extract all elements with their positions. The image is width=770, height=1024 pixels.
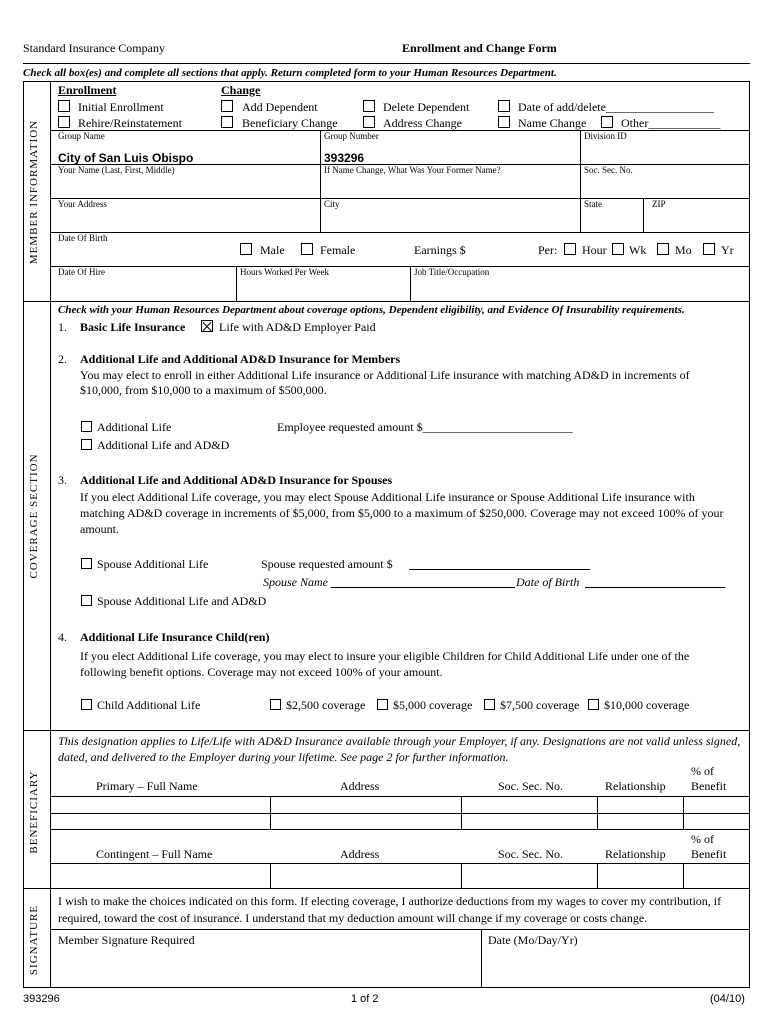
grid-line	[320, 130, 321, 164]
beneficiary-change-checkbox[interactable]	[221, 116, 233, 128]
grid-line	[580, 130, 581, 232]
grid-line	[597, 863, 598, 888]
form-title: Enrollment and Change Form	[402, 41, 557, 55]
beneficiary-change-label: Beneficiary Change	[242, 116, 338, 130]
division-id-label: Division ID	[584, 131, 627, 141]
name-change-label: Name Change	[518, 116, 587, 130]
company-name: Standard Insurance Company	[23, 41, 165, 55]
contingent-ssn-header: Soc. Sec. No.	[498, 847, 563, 861]
grid-line	[643, 198, 644, 232]
initial-enrollment-label: Initial Enrollment	[78, 100, 164, 114]
grid-line	[50, 796, 750, 797]
contingent-pct-header-1: % of	[691, 832, 714, 846]
signature-section-label: SIGNATURE	[28, 904, 40, 976]
female-label: Female	[320, 243, 356, 257]
s1-title: Basic Life Insurance	[80, 320, 186, 334]
month-checkbox[interactable]	[657, 243, 669, 255]
address-change-checkbox[interactable]	[363, 116, 375, 128]
former-name-label: If Name Change, What Was Your Former Name?	[324, 165, 501, 175]
delete-dependent-checkbox[interactable]	[363, 100, 375, 112]
ssn-label: Soc. Sec. No.	[584, 165, 633, 175]
spouse-additional-life-checkbox[interactable]	[81, 558, 92, 569]
grid-line	[50, 198, 750, 199]
grid-line	[410, 266, 411, 301]
date-add-delete-label: Date of add/delete__________________	[518, 100, 714, 114]
s3-text: If you elect Additional Life coverage, you may elect Spouse Additional Life insurance or Spouse Additional Life insurance with matching AD&D coverage in increments of $5,000, from $5,000 to a maximum of $250,000. Coverage may not exceed 100% of your amount.	[80, 490, 724, 536]
spouse-requested-amount: Spouse requested amount $	[261, 557, 393, 571]
earnings-label: Earnings $	[414, 243, 466, 257]
primary-name-header: Primary – Full Name	[96, 779, 198, 793]
grid-line	[50, 232, 750, 233]
name-change-checkbox[interactable]	[498, 116, 510, 128]
s2-number: 2.	[58, 352, 67, 366]
beneficiary-section-bottom	[23, 888, 750, 889]
address-change-label: Address Change	[383, 116, 462, 130]
hour-checkbox[interactable]	[564, 243, 576, 255]
male-checkbox[interactable]	[240, 243, 252, 255]
spouse-name-label: Spouse Name	[263, 575, 328, 589]
change-heading: Change	[221, 83, 261, 97]
s1-option: Life with AD&D Employer Paid	[219, 320, 376, 334]
date-add-delete-checkbox[interactable]	[498, 100, 510, 112]
male-label: Male	[260, 243, 285, 257]
instructions: Check all box(es) and complete all sections that apply. Return completed form to your Human Resources Department.	[23, 67, 557, 79]
primary-ssn-header: Soc. Sec. No.	[498, 779, 563, 793]
additional-life-add-checkbox[interactable]	[81, 439, 92, 450]
coverage-5000-label: $5,000 coverage	[393, 698, 473, 712]
s3-number: 3.	[58, 473, 67, 487]
state-label: State	[584, 199, 602, 209]
coverage-5000-checkbox[interactable]	[377, 699, 388, 710]
beneficiary-section-label: BENEFICIARY	[28, 770, 40, 854]
authorization-statement: I wish to make the choices indicated on this form. If electing coverage, I authorize deductions from my wages to cover my contribution, if required, toward the cost of insurance. I understand that my deduction amount will change if my coverage or costs change.	[58, 894, 722, 925]
address-label: Your Address	[58, 199, 107, 209]
grid-line	[270, 863, 271, 888]
spouse-additional-life-add-checkbox[interactable]	[81, 595, 92, 606]
primary-relationship-header: Relationship	[605, 779, 666, 793]
child-additional-life-checkbox[interactable]	[81, 699, 92, 710]
grid-line	[50, 863, 750, 864]
contingent-name-header: Contingent – Full Name	[96, 847, 213, 861]
rehire-label: Rehire/Reinstatement	[78, 116, 182, 130]
form-version: (04/10)	[710, 993, 745, 1005]
initial-enrollment-checkbox[interactable]	[58, 100, 70, 112]
section-label-divider	[50, 81, 51, 988]
week-checkbox[interactable]	[612, 243, 624, 255]
other-checkbox[interactable]	[601, 116, 613, 128]
coverage-2500-label: $2,500 coverage	[286, 698, 366, 712]
spouse-dob-label: Date of Birth	[516, 575, 580, 589]
dob-label: Date Of Birth	[58, 233, 108, 243]
group-number-value[interactable]: 393296	[324, 151, 365, 165]
doh-label: Date Of Hire	[58, 267, 105, 277]
date-label: Date (Mo/Day/Yr)	[488, 933, 578, 947]
hours-label: Hours Worked Per Week	[240, 267, 329, 277]
city-label: City	[324, 199, 340, 209]
grid-line	[683, 863, 684, 888]
grid-line	[461, 796, 462, 829]
s4-option: Child Additional Life	[97, 698, 201, 712]
year-checkbox[interactable]	[703, 243, 715, 255]
grid-line	[236, 266, 237, 301]
delete-dependent-label: Delete Dependent	[383, 100, 470, 114]
month-label: Mo	[675, 243, 692, 257]
other-label: Other____________	[621, 116, 721, 130]
week-label: Wk	[629, 243, 647, 257]
job-label: Job Title/Occupation	[414, 267, 490, 277]
member-section-label: MEMBER INFORMATION	[28, 119, 40, 265]
spouse-dob-field[interactable]	[585, 587, 725, 588]
grid-line	[461, 863, 462, 888]
your-name-label: Your Name (Last, First, Middle)	[58, 165, 175, 175]
primary-pct-header-2: Benefit	[691, 779, 727, 793]
s2-option-2: Additional Life and AD&D	[97, 438, 230, 452]
coverage-2500-checkbox[interactable]	[270, 699, 281, 710]
grid-line	[50, 266, 750, 267]
beneficiary-note: This designation applies to Life/Life with AD&D Insurance available through your Employer, if any. Designations are not valid unless signed, dated, and delivered to the Employer during your lifetime. See page 2 for further information.	[58, 734, 741, 764]
s4-text: If you elect Additional Life coverage, you may elect to insure your eligible Children for Child Additional Life under one of the following benefit options. Coverage may not exceed 100% of your amount.	[80, 649, 690, 679]
spouse-name-field[interactable]	[331, 587, 515, 588]
group-name-value[interactable]: City of San Luis Obispo	[58, 151, 194, 165]
female-checkbox[interactable]	[301, 243, 313, 255]
signature-label: Member Signature Required	[58, 933, 195, 947]
coverage-section-label: COVERAGE SECTION	[28, 453, 40, 579]
per-label: Per:	[538, 243, 558, 257]
primary-address-header: Address	[340, 779, 380, 793]
spouse-amount-field[interactable]	[409, 569, 590, 570]
coverage-10000-checkbox[interactable]	[588, 699, 599, 710]
s3-option-2: Spouse Additional Life and AD&D	[97, 594, 267, 608]
hour-label: Hour	[582, 243, 607, 257]
s2-title: Additional Life and Additional AD&D Insurance for Members	[80, 352, 401, 366]
s2-text: You may elect to enroll in either Additional Life insurance or Additional Life insurance with matching AD&D in increments of $10,000, from $10,000 to a maximum of $500,000.	[80, 368, 690, 397]
grid-line	[270, 796, 271, 829]
page-number: 1 of 2	[351, 993, 379, 1005]
coverage-section-bottom	[23, 730, 750, 731]
coverage-intro: Check with your Human Resources Department about coverage options, Dependent eligibility, and Evidence Of Insurability requirements.	[58, 304, 685, 316]
coverage-7500-label: $7,500 coverage	[500, 698, 580, 712]
contingent-address-header: Address	[340, 847, 380, 861]
s1-number: 1.	[58, 320, 67, 334]
employee-requested-amount[interactable]: Employee requested amount $_________________________	[277, 420, 573, 434]
grid-line	[320, 164, 321, 232]
coverage-7500-checkbox[interactable]	[484, 699, 495, 710]
enrollment-heading: Enrollment	[58, 83, 117, 97]
grid-line	[683, 796, 684, 829]
year-label: Yr	[721, 243, 734, 257]
additional-life-checkbox[interactable]	[81, 421, 92, 432]
contingent-pct-header-2: Benefit	[691, 847, 727, 861]
grid-line	[50, 929, 750, 930]
add-dependent-checkbox[interactable]	[221, 100, 233, 112]
add-dependent-label: Add Dependent	[242, 100, 318, 114]
header-divider	[23, 63, 750, 64]
zip-label: ZIP	[652, 199, 666, 209]
s3-title: Additional Life and Additional AD&D Insurance for Spouses	[80, 473, 393, 487]
footer-group-number: 393296	[23, 993, 60, 1005]
grid-line	[50, 813, 750, 814]
s4-number: 4.	[58, 630, 67, 644]
primary-pct-header-1: % of	[691, 764, 714, 778]
grid-line	[50, 130, 750, 131]
member-section-bottom	[23, 301, 750, 302]
contingent-relationship-header: Relationship	[605, 847, 666, 861]
group-number-label: Group Number	[324, 131, 379, 141]
signature-field[interactable]	[56, 948, 476, 984]
basic-life-checkbox[interactable]	[201, 320, 213, 332]
grid-line	[481, 929, 482, 988]
group-name-label: Group Name	[58, 131, 105, 141]
grid-line	[597, 796, 598, 829]
date-field[interactable]	[486, 948, 746, 984]
s4-title: Additional Life Insurance Child(ren)	[80, 630, 270, 644]
grid-line	[50, 829, 750, 830]
s2-option-1: Additional Life	[97, 420, 172, 434]
coverage-10000-label: $10,000 coverage	[604, 698, 690, 712]
rehire-checkbox[interactable]	[58, 116, 70, 128]
s3-option-1: Spouse Additional Life	[97, 557, 209, 571]
